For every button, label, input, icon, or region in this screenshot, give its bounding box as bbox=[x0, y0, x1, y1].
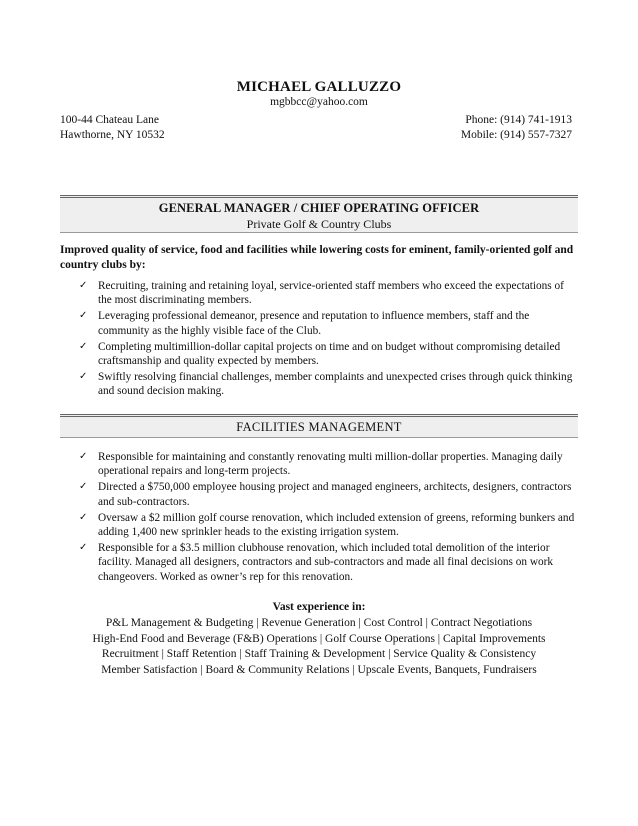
list-item-text: Leveraging professional demeanor, presence and reputation to influence members, staff and the community as the highly visible face of the Club. bbox=[98, 310, 530, 337]
list-item bbox=[60, 279, 580, 307]
list-item-text: Responsible for maintaining and constantly renovating multi million-dollar properties. Managing daily operational repairs and long-term projects. bbox=[98, 451, 563, 478]
checkmark-icon: ✓ bbox=[79, 511, 88, 523]
list-item bbox=[60, 340, 580, 368]
experience-keywords bbox=[0, 616, 638, 678]
list-item bbox=[60, 511, 580, 539]
list-item-text: Responsible for a $3.5 million clubhouse renovation, which included total demolition of the interior facility. Managed all designers, contractors and sub-contractors and made all final decisions on work changeovers. Worked as owner’s rep for this renovation. bbox=[98, 542, 554, 583]
list-item-text: Swiftly resolving financial challenges, member complaints and unexpected crises through quick thinking and sound decision making. bbox=[98, 371, 573, 398]
keyword-line: Member Satisfaction | Board & Community Relations | Upscale Events, Banquets, Fundraisers bbox=[101, 663, 537, 676]
list-item bbox=[60, 541, 580, 584]
checkmark-icon: ✓ bbox=[79, 280, 88, 291]
section-title: FACILITIES MANAGEMENT bbox=[236, 420, 402, 434]
checkmark-icon: ✓ bbox=[79, 340, 88, 352]
email-address: mgbbcc@yahoo.com bbox=[270, 96, 368, 108]
mobile-number: Mobile: (914) 557-7327 bbox=[460, 129, 572, 141]
list-item-text: Recruiting, training and retaining loyal, service-oriented staff members who exceed the expectations of the most discriminating members. bbox=[98, 280, 564, 307]
experience-title: Vast experience in: bbox=[272, 601, 366, 613]
checkmark-icon: ✓ bbox=[79, 542, 88, 554]
list-item bbox=[60, 450, 580, 478]
section-header-general-manager bbox=[60, 195, 578, 233]
address-line-2: Hawthorne, NY 10532 bbox=[60, 129, 165, 141]
section-header-facilities bbox=[60, 414, 578, 438]
section-subtitle: Private Golf & Country Clubs bbox=[246, 217, 392, 231]
phone-numbers bbox=[461, 113, 572, 143]
list-item-text: Completing multimillion-dollar capital projects on time and on budget without compromising detailed craftsmanship and quality expected by members. bbox=[98, 340, 561, 368]
checkmark-icon: ✓ bbox=[79, 371, 88, 383]
list-item bbox=[60, 309, 580, 337]
list-item bbox=[60, 480, 580, 508]
checkmark-icon: ✓ bbox=[79, 451, 88, 462]
achievements-list bbox=[60, 279, 580, 401]
address-line-1: 100-44 Chateau Lane bbox=[60, 114, 159, 126]
summary-intro: Improved quality of service, food and facilities while lowering costs for eminent, family-oriented golf and country clubs by: bbox=[60, 244, 574, 271]
checkmark-icon: ✓ bbox=[79, 481, 88, 493]
list-item-text: Oversaw a $2 million golf course renovation, which included extension of greens, reforming bunkers and adding 1,400 new sprinkler heads to the existing irrigation system. bbox=[98, 511, 575, 539]
candidate-name: MICHAEL GALLUZZO bbox=[236, 79, 402, 95]
facilities-list bbox=[60, 450, 580, 586]
list-item-text: Directed a $750,000 employee housing project and managed engineers, architects, designers, contractors and sub-contractors. bbox=[98, 481, 572, 508]
checkmark-icon: ✓ bbox=[79, 310, 88, 322]
section-title: GENERAL MANAGER / CHIEF OPERATING OFFICER bbox=[158, 201, 480, 215]
keyword-line: Recruitment | Staff Retention | Staff Training & Development | Service Quality & Consistency bbox=[101, 648, 537, 660]
phone-number: Phone: (914) 741-1913 bbox=[465, 114, 572, 126]
keyword-line: High-End Food and Beverage (F&B) Operations | Golf Course Operations | Capital Improvements bbox=[92, 632, 546, 645]
mailing-address bbox=[60, 113, 165, 143]
list-item bbox=[60, 370, 580, 398]
keyword-line: P&L Management & Budgeting | Revenue Generation | Cost Control | Contract Negotiations bbox=[105, 617, 533, 629]
